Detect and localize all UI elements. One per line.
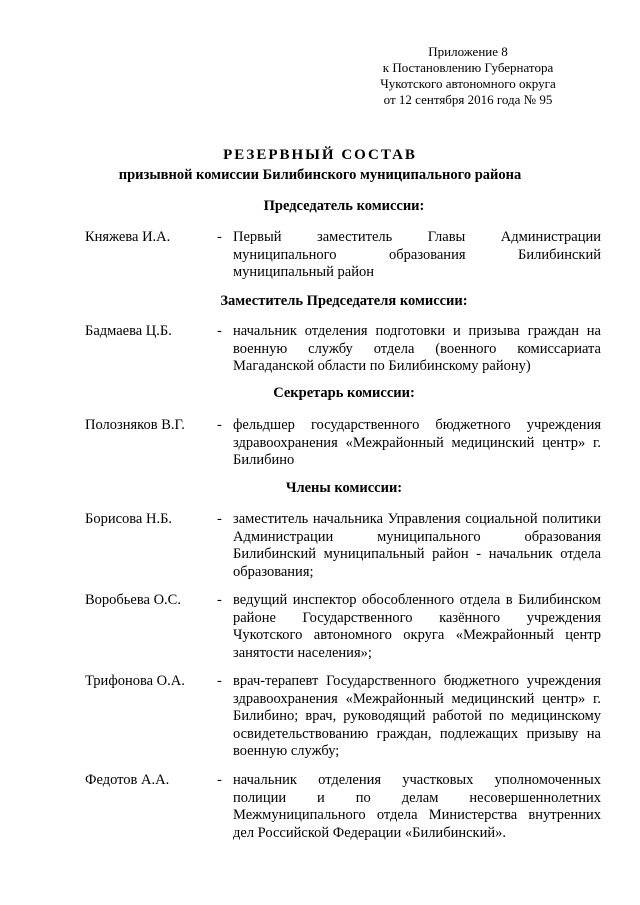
member-name: Бадмаева Ц.Б.	[85, 323, 172, 339]
document-subtitle: призывной комиссии Билибинского муниципального района	[118, 167, 522, 183]
section-heading-deputy: Заместитель Председателя комиссии:	[220, 293, 468, 309]
appendix-block	[368, 44, 568, 108]
member-name: Трифонова О.А.	[85, 673, 185, 689]
member-name: Воробьева О.С.	[85, 592, 181, 608]
appendix-line: Приложение 8	[428, 44, 508, 59]
member-dash: -	[217, 772, 222, 788]
member-dash: -	[217, 673, 222, 689]
member-name: Полозняков В.Г.	[85, 417, 185, 433]
appendix-line: от 12 сентября 2016 года № 95	[383, 92, 553, 107]
section-heading-chairman: Председатель комиссии:	[263, 198, 425, 214]
member-dash: -	[217, 229, 222, 245]
member-position: врач-терапевт Государственного бюджетного учреждения здравоохранения «Межрайонный медицинский центр» г. Билибино; врач, руководящий работой по медицинскому освидетельствованию граждан, подлежащих призыву на военную службу;	[233, 673, 601, 759]
member-position: Первый заместитель Главы Администрации муниципального образования Билибинский муниципальный район	[233, 229, 601, 280]
member-dash: -	[217, 417, 222, 433]
member-position: ведущий инспектор обособленного отдела в Билибинском районе Государственного казённого учреждения Чукотского автономного округа «Межрайонный центр занятости населения»;	[233, 592, 601, 661]
member-position: заместитель начальника Управления социальной политики Администрации муниципального образования Билибинский муниципальный район - начальник отдела образования;	[233, 511, 601, 580]
member-dash: -	[217, 592, 222, 608]
member-position: фельдшер государственного бюджетного учреждения здравоохранения «Межрайонный медицинский центр» г. Билибино	[233, 417, 601, 468]
member-name: Федотов А.А.	[85, 772, 170, 788]
appendix-line: Чукотского автономного округа	[380, 76, 556, 91]
member-dash: -	[217, 323, 222, 339]
section-heading-secretary: Секретарь комиссии:	[273, 385, 415, 401]
section-heading-members: Члены комиссии:	[285, 480, 403, 496]
member-name: Борисова Н.Б.	[85, 511, 173, 527]
member-position: начальник отделения подготовки и призыва граждан на военную службу отдела (военного комиссариата Магаданской области по Билибинскому району)	[233, 323, 601, 374]
document-title: РЕЗЕРВНЫЙ СОСТАВ	[223, 147, 417, 163]
appendix-line: к Постановлению Губернатора	[382, 60, 554, 75]
member-position: начальник отделения участковых уполномоченных полиции и по делам несовершеннолетних Межмуниципального отдела Министерства внутренних дел Российской Федерации «Билибинский».	[233, 772, 601, 841]
member-name: Княжева И.А.	[85, 229, 171, 245]
member-dash: -	[217, 511, 222, 527]
